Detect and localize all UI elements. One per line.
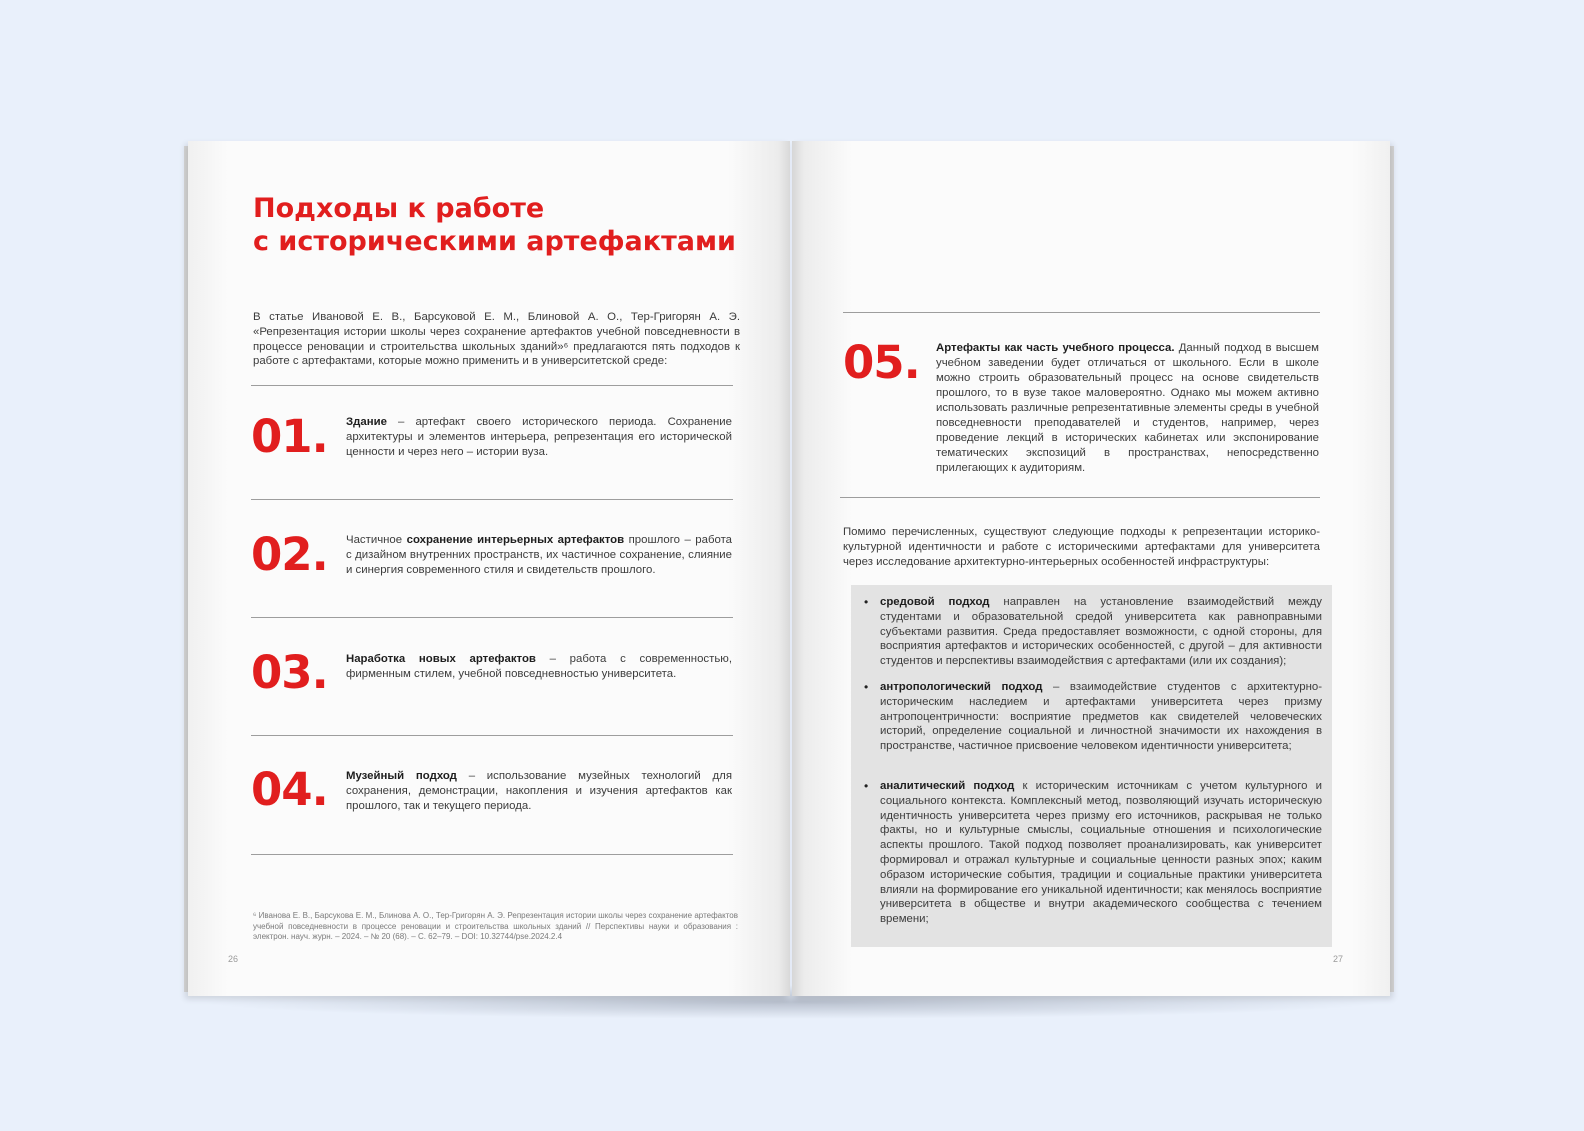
item-number: 01. [251,410,328,463]
page-number-left: 26 [228,954,239,964]
item-heading: Наработка новых артефактов [346,653,536,665]
item-number: 03. [251,646,328,699]
item-number: 04. [251,763,328,816]
approaches-intro-paragraph: Помимо перечисленных, существуют следующие подходы к репрезентации историко-культурной идентичности и работе с историческими артефактами для университета через исследование архитектурно-интерьерных особенностей инфраструктуры: [843,526,1320,568]
title-line-2: с историческими артефактами [253,226,736,257]
page-title [253,192,773,258]
item-number: 05. [843,336,920,389]
divider [251,735,733,736]
footnote: ⁶ Иванова Е. В., Барсукова Е. М., Блинова А. О., Тер-Григорян А. Э. Репрезентация истории школы через сохранение артефактов учебной повседневности в процессе реновации и строительства школьных зданий // Перспективы науки и образования : электрон. науч. журн. – 2024. – № 20 (68). – С. 62–79. – DOI: 10.32744/pse.2024.2.4 [253,911,738,941]
item-text: Артефакты как часть учебного процесса. Данный подход в высшем учебном заведении будет отличаться от школьного. Если в школе можно строить образовательный процесс на основе свидетельств прошлого, то в вузе такое маловероятно. Однако мы можем активно использовать различные репрезентативные элементы среды в учебной повседневности преподавателей и студентов, например, через проведение лекций в исторических кабинетах или экспонирование тематических экспозиций в пространствах, непосредственно прилегающих к аудиториям. [936,342,1319,474]
item-text: Наработка новых артефактов – работа с современностью, фирменным стилем, учебной повседневностью университета. [346,653,732,680]
list-item: • средовой подход направлен на установление взаимодействий между студентами и образовательной средой университета как равноправными субъектами развития. Среда предоставляет возможности, с одной стороны, для восприятия артефактов и исторических особенностей, с другой – для активности студентов и перспективы взаимодействия с артефактами (или их создания); [862,595,1322,669]
item-heading: Артефакты как часть учебного процесса. [936,342,1175,354]
title-line-1: Подходы к работе [253,193,545,224]
approach-name: аналитический подход [880,780,1015,792]
item-heading: сохранение интерьерных артефактов [406,534,625,546]
divider [840,497,1320,498]
divider [251,617,733,618]
intro-paragraph: В статье Ивановой Е. В., Барсуковой Е. М., Блиновой А. О., Тер-Григорян А. Э. «Репрезентация истории школы через сохранение артефактов учебной повседневности в процессе реновации и строительства школьных зданий»⁶ предлагаются пять подходов к работе с артефактами, которые можно применить и в университетской среде: [253,311,740,368]
page-number-right: 27 [1333,954,1344,964]
divider [843,312,1320,313]
item-number: 02. [251,528,328,581]
item-heading: Музейный подход [346,770,457,782]
item-text: Музейный подход – использование музейных технологий для сохранения, демонстрации, накопления и изучения артефактов как прошлого, так и текущего периода. [346,770,732,812]
divider [251,499,733,500]
item-text: Частичное сохранение интерьерных артефактов прошлого – работа с дизайном внутренних пространств, их частичное сохранение, слияние и синергия современного стиля и свидетельств прошлого. [346,534,732,576]
divider [251,385,733,386]
divider [251,854,733,855]
item-heading: Здание [346,416,387,428]
list-item: • антропологический подход – взаимодействие студентов с архитектурно-историческим наследием и артефактами университета через призму антропоцентричности: восприятие предметов как свидетелей человеческих историй, определение социальной и личностной значимости их нахождения в пространстве, частичное присвоение человеком идентичности университета; [862,680,1322,754]
item-text: Здание – артефакт своего исторического периода. Сохранение архитектуры и элементов интерьера, репрезентация его исторической ценности и через него – истории вуза. [346,416,732,458]
approach-name: антропологический подход [880,681,1043,693]
list-item: • аналитический подход к историческим источникам с учетом культурного и социального контекста. Комплексный метод, позволяющий изучать историческую идентичность университета через призму его источников, раскрывая не только факты, но и культурные смыслы, социальные отношения и психологические аспекты прошлого. Такой подход позволяет проанализировать, как университет формировал и отражал культурные и социальные ценности разных эпох; каким образом исторические события, традиции и социальные практики университета влияли на формирование его уникальной идентичности; как менялось восприятие университета в обществе и внутри академического сообщества с течением времени; [862,779,1322,927]
approach-name: средовой подход [880,596,990,608]
